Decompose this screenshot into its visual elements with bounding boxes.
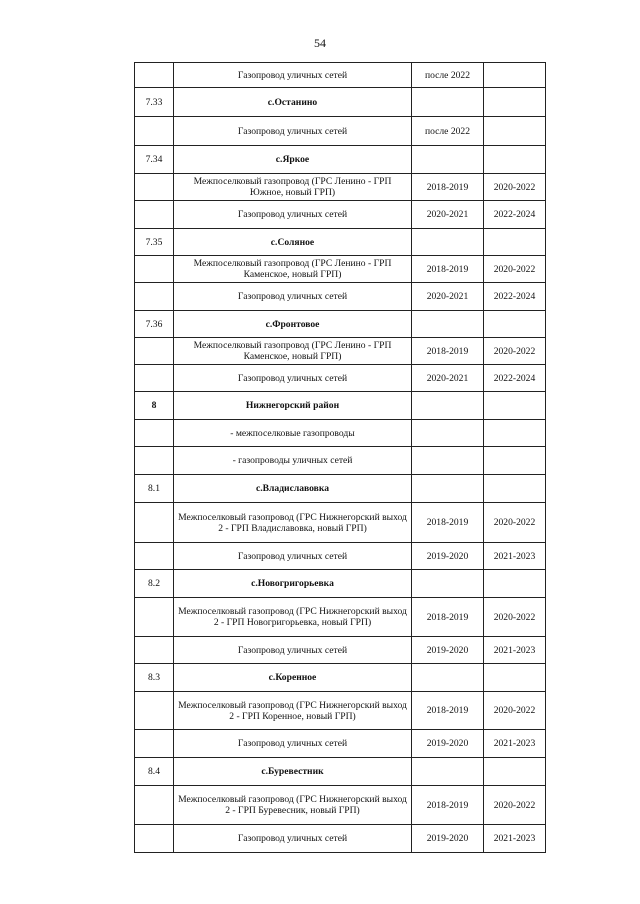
table-row <box>135 256 546 283</box>
table-row <box>135 392 546 420</box>
construction-period-cell <box>484 146 546 174</box>
table-body <box>135 63 546 853</box>
table-row <box>135 825 546 853</box>
table-row <box>135 503 546 543</box>
table-row <box>135 117 546 146</box>
object-name-cell: Газопровод уличных сетей <box>174 201 412 229</box>
construction-period-cell <box>484 392 546 420</box>
row-number-cell <box>135 201 174 229</box>
design-period-cell: 2020-2021 <box>412 283 484 311</box>
table-row <box>135 598 546 637</box>
construction-period-cell <box>484 475 546 503</box>
row-number-cell <box>135 692 174 730</box>
table-row <box>135 447 546 475</box>
table-row <box>135 637 546 664</box>
object-name-cell: Газопровод уличных сетей <box>174 365 412 392</box>
construction-period-cell <box>484 447 546 475</box>
table-row <box>135 63 546 88</box>
construction-period-cell: 2020-2022 <box>484 598 546 637</box>
design-period-cell: 2019-2020 <box>412 730 484 758</box>
object-name-cell: с.Владиславовка <box>174 475 412 503</box>
row-number-cell <box>135 503 174 543</box>
design-period-cell <box>412 311 484 338</box>
design-period-cell: 2019-2020 <box>412 543 484 570</box>
object-name-cell: с.Новогригорьевка <box>174 570 412 598</box>
table-row <box>135 311 546 338</box>
object-name-cell: Газопровод уличных сетей <box>174 283 412 311</box>
construction-period-cell: 2021-2023 <box>484 637 546 664</box>
table-row <box>135 338 546 365</box>
construction-period-cell: 2020-2022 <box>484 338 546 365</box>
construction-period-cell: 2022-2024 <box>484 365 546 392</box>
gas-pipeline-schedule-table <box>134 62 546 853</box>
table-row <box>135 543 546 570</box>
row-number-cell <box>135 283 174 311</box>
row-number-cell: 8.3 <box>135 664 174 692</box>
design-period-cell <box>412 146 484 174</box>
table-row <box>135 201 546 229</box>
row-number-cell <box>135 598 174 637</box>
object-name-cell: Газопровод уличных сетей <box>174 637 412 664</box>
row-number-cell: 8.2 <box>135 570 174 598</box>
design-period-cell <box>412 392 484 420</box>
object-name-cell: - газопроводы уличных сетей <box>174 447 412 475</box>
row-number-cell <box>135 63 174 88</box>
construction-period-cell <box>484 570 546 598</box>
table-row <box>135 88 546 117</box>
design-period-cell: 2019-2020 <box>412 825 484 853</box>
object-name-cell: Межпоселковый газопровод (ГРС Нижнегорский выход 2 - ГРП Владиславовка, новый ГРП) <box>174 503 412 543</box>
row-number-cell <box>135 117 174 146</box>
table-row <box>135 475 546 503</box>
design-period-cell <box>412 420 484 447</box>
construction-period-cell: 2022-2024 <box>484 283 546 311</box>
row-number-cell <box>135 420 174 447</box>
construction-period-cell: 2021-2023 <box>484 543 546 570</box>
table-row <box>135 730 546 758</box>
row-number-cell: 7.33 <box>135 88 174 117</box>
construction-period-cell <box>484 63 546 88</box>
design-period-cell: 2018-2019 <box>412 598 484 637</box>
design-period-cell <box>412 447 484 475</box>
object-name-cell: Межпоселковый газопровод (ГРС Ленино - ГРП Каменское, новый ГРП) <box>174 256 412 283</box>
design-period-cell: 2018-2019 <box>412 174 484 201</box>
row-number-cell <box>135 786 174 825</box>
object-name-cell: с.Буревестник <box>174 758 412 786</box>
object-name-cell: с.Коренное <box>174 664 412 692</box>
design-period-cell <box>412 88 484 117</box>
object-name-cell: Газопровод уличных сетей <box>174 543 412 570</box>
table-row <box>135 146 546 174</box>
construction-period-cell: 2020-2022 <box>484 503 546 543</box>
object-name-cell: с.Соляное <box>174 229 412 256</box>
construction-period-cell <box>484 88 546 117</box>
construction-period-cell <box>484 420 546 447</box>
row-number-cell <box>135 447 174 475</box>
object-name-cell: - межпоселковые газопроводы <box>174 420 412 447</box>
row-number-cell: 8.1 <box>135 475 174 503</box>
table-row <box>135 365 546 392</box>
object-name-cell: Нижнегорский район <box>174 392 412 420</box>
row-number-cell <box>135 174 174 201</box>
row-number-cell <box>135 543 174 570</box>
construction-period-cell: 2020-2022 <box>484 256 546 283</box>
construction-period-cell <box>484 311 546 338</box>
object-name-cell: Межпоселковый газопровод (ГРС Ленино - ГРП Каменское, новый ГРП) <box>174 338 412 365</box>
row-number-cell: 7.34 <box>135 146 174 174</box>
row-number-cell <box>135 365 174 392</box>
object-name-cell: Межпоселковый газопровод (ГРС Ленино - ГРП Южное, новый ГРП) <box>174 174 412 201</box>
table-row <box>135 786 546 825</box>
design-period-cell: 2018-2019 <box>412 338 484 365</box>
design-period-cell: после 2022 <box>412 63 484 88</box>
table-row <box>135 229 546 256</box>
design-period-cell <box>412 758 484 786</box>
object-name-cell: Межпоселковый газопровод (ГРС Нижнегорский выход 2 - ГРП Новогригорьевка, новый ГРП) <box>174 598 412 637</box>
construction-period-cell: 2020-2022 <box>484 174 546 201</box>
design-period-cell <box>412 664 484 692</box>
table-row <box>135 570 546 598</box>
row-number-cell <box>135 825 174 853</box>
object-name-cell: с.Фронтовое <box>174 311 412 338</box>
row-number-cell <box>135 338 174 365</box>
construction-period-cell: 2022-2024 <box>484 201 546 229</box>
design-period-cell <box>412 229 484 256</box>
table-row <box>135 758 546 786</box>
construction-period-cell: 2020-2022 <box>484 692 546 730</box>
design-period-cell: 2018-2019 <box>412 503 484 543</box>
row-number-cell: 7.36 <box>135 311 174 338</box>
design-period-cell: 2020-2021 <box>412 201 484 229</box>
row-number-cell <box>135 256 174 283</box>
table-row <box>135 420 546 447</box>
object-name-cell: Газопровод уличных сетей <box>174 825 412 853</box>
table-row <box>135 692 546 730</box>
table-row <box>135 283 546 311</box>
object-name-cell: с.Останино <box>174 88 412 117</box>
object-name-cell: Межпоселковый газопровод (ГРС Нижнегорский выход 2 - ГРП Коренное, новый ГРП) <box>174 692 412 730</box>
construction-period-cell: 2021-2023 <box>484 730 546 758</box>
construction-period-cell: 2020-2022 <box>484 786 546 825</box>
row-number-cell: 8 <box>135 392 174 420</box>
page-number: 54 <box>314 36 326 50</box>
construction-period-cell: 2021-2023 <box>484 825 546 853</box>
design-period-cell <box>412 475 484 503</box>
design-period-cell: 2018-2019 <box>412 692 484 730</box>
object-name-cell: Газопровод уличных сетей <box>174 730 412 758</box>
design-period-cell: 2018-2019 <box>412 256 484 283</box>
construction-period-cell <box>484 117 546 146</box>
construction-period-cell <box>484 758 546 786</box>
row-number-cell <box>135 730 174 758</box>
object-name-cell: с.Яркое <box>174 146 412 174</box>
design-period-cell <box>412 570 484 598</box>
construction-period-cell <box>484 664 546 692</box>
design-period-cell: 2019-2020 <box>412 637 484 664</box>
design-period-cell: 2020-2021 <box>412 365 484 392</box>
row-number-cell: 8.4 <box>135 758 174 786</box>
object-name-cell: Газопровод уличных сетей <box>174 63 412 88</box>
object-name-cell: Межпоселковый газопровод (ГРС Нижнегорский выход 2 - ГРП Буревесник, новый ГРП) <box>174 786 412 825</box>
construction-period-cell <box>484 229 546 256</box>
row-number-cell: 7.35 <box>135 229 174 256</box>
row-number-cell <box>135 637 174 664</box>
table-row <box>135 174 546 201</box>
table-row <box>135 664 546 692</box>
design-period-cell: после 2022 <box>412 117 484 146</box>
design-period-cell: 2018-2019 <box>412 786 484 825</box>
object-name-cell: Газопровод уличных сетей <box>174 117 412 146</box>
